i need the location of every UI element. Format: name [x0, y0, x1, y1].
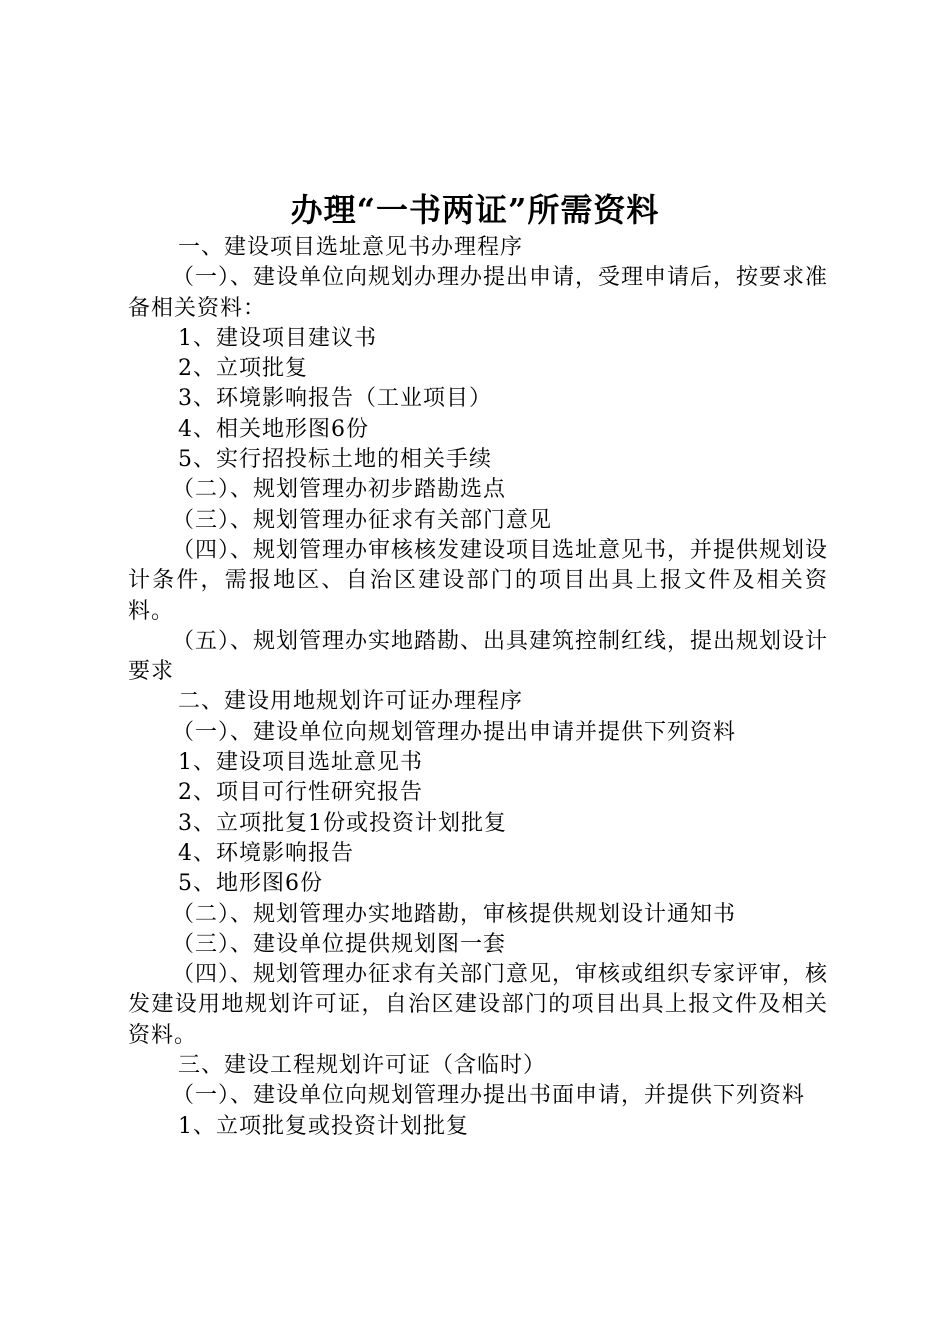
- paragraph-step: （二）、规划管理办实地踏勘，审核提供规划设计通知书: [172, 901, 737, 927]
- section-heading-1: 一、建设项目选址意见书办理程序: [178, 235, 524, 260]
- paragraph-step: （三）、规划管理办征求有关部门意见: [172, 507, 553, 533]
- paragraph-step: （四）、规划管理办征求有关部门意见，审核或组织专家评审，核发建设用地规划许可证，自治区建设部门的项目出具上报文件及相关资料。: [128, 962, 829, 1048]
- paragraph-step: （五）、规划管理办实地踏勘、出具建筑控制红线，提出规划设计要求: [128, 628, 829, 685]
- list-item: 4、环境影响报告: [178, 840, 354, 866]
- document-body: [128, 233, 828, 1142]
- section-heading-3: 三、建设工程规划许可证（含临时）: [178, 1053, 547, 1079]
- list-item: 2、立项批复: [178, 356, 308, 382]
- list-item: 3、环境影响报告（工业项目）: [178, 386, 492, 412]
- paragraph-step: （一）、建设单位向规划管理办提出书面申请，并提供下列资料: [172, 1083, 806, 1109]
- section-heading-2: 二、建设用地规划许可证办理程序: [178, 689, 524, 715]
- paragraph-step: （一）、建设单位向规划管理办提出申请并提供下列资料: [172, 719, 737, 745]
- list-item: 1、建设项目选址意见书: [178, 750, 423, 776]
- list-item: 3、立项批复1份或投资计划批复: [178, 810, 507, 836]
- paragraph-step: （一）、建设单位向规划办理办提出申请，受理申请后，按要求准备相关资料：: [128, 265, 829, 321]
- document-title: 办理“一书两证”所需资料: [290, 191, 660, 229]
- list-item: 5、地形图6份: [178, 871, 323, 897]
- list-item: 1、立项批复或投资计划批复: [178, 1113, 469, 1139]
- list-item: 5、实行招投标土地的相关手续: [178, 447, 492, 473]
- list-item: 4、相关地形图6份: [178, 416, 369, 442]
- paragraph-step: （二）、规划管理办初步踏勘选点: [172, 477, 507, 503]
- list-item: 2、项目可行性研究报告: [178, 780, 423, 806]
- paragraph-step: （三）、建设单位提供规划图一套: [172, 931, 507, 957]
- paragraph-step: （四）、规划管理办审核核发建设项目选址意见书，并提供规划设计条件，需报地区、自治区建设部门的项目出具上报文件及相关资料。: [128, 537, 829, 624]
- list-item: 1、建设项目建议书: [178, 325, 377, 351]
